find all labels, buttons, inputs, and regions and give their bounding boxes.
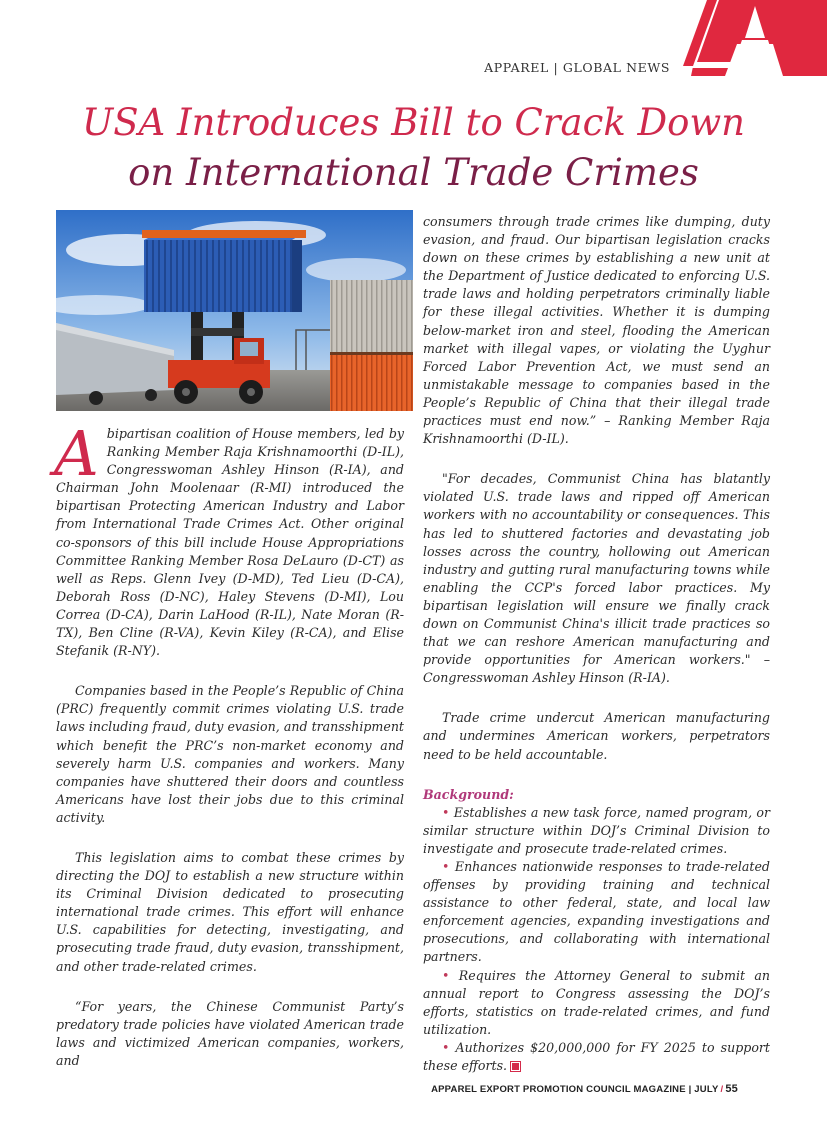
bullet-icon: • [442, 804, 450, 820]
bullet-item [423, 804, 770, 858]
bullet-item [423, 1039, 770, 1075]
bullet-icon: • [442, 859, 450, 874]
intro-text: bipartisan coalition of House members, led by Ranking Member Raja Krishnamoorthi (D-IL), Congresswoman Ashley Hinson (R-IA), and Chairman John Moolenaar (R-MI) introduced the bipartisan Protecting American Industry and Labor from International Trade Crimes Act. Other original co-sponsors of this bill include House Appropriations Committee Ranking Member Rosa DeLauro (D-CT) as well as Reps. Glenn Ivey (D-MD), Ted Lieu (D-CA), Deborah Ross (D-NC), Haley Stevens (D-MI), Lou Correa (D-CA), Darin LaHood (R-IL), Nate Moran (R-TX), Ben Cline (R-VA), Kevin Kiley (R-CA), and Elise Stefanik (R-NY). [56, 426, 404, 659]
drop-cap: A [54, 417, 99, 490]
intro-paragraph [54, 417, 404, 660]
paragraph: “For years, the Chinese Communist Party’s predatory trade policies have violated American trade laws and victimized American companies, workers, and [56, 998, 404, 1068]
bullet-text: Requires the Attorney General to submit an annual report to Congress assessing the DOJ’s efforts, statistics on trade-related crimes, and fund utilization. [423, 967, 770, 1037]
port-container-photo [56, 210, 413, 411]
bullet-text: Authorizes $20,000,000 for FY 2025 to support these efforts. [423, 1039, 770, 1074]
left-column [54, 417, 404, 1070]
title-line-1: USA Introduces Bill to Crack Down [82, 101, 745, 144]
end-square-icon [511, 1062, 520, 1071]
title-line-2: on International Trade Crimes [128, 151, 699, 194]
bullet-icon: • [442, 1039, 450, 1055]
bullet-icon: • [442, 967, 450, 983]
bullet-item [423, 967, 770, 1039]
right-column [423, 213, 770, 1075]
background-heading: Background: [423, 786, 514, 802]
article-title [40, 98, 787, 198]
bullet-text: Establishes a new task force, named program, or similar structure within DOJ’s Criminal Division to investigate and prosecute trade-related crimes. [423, 804, 770, 856]
paragraph: This legislation aims to combat these crimes by directing the DOJ to establish a new structure within its Criminal Division dedicated to prosecuting international trade crimes. This effort will enhance U.S. capabilities for detecting, investigating, and prosecuting trade fraud, duty evasion, transshipment, and other trade-related crimes. [56, 849, 404, 974]
page-footer [431, 1083, 738, 1095]
footer-text: APPAREL EXPORT PROMOTION COUNCIL MAGAZINE | JULY [431, 1084, 719, 1095]
section-label: APPAREL | GLOBAL NEWS [484, 60, 670, 75]
paragraph: consumers through trade crimes like dumping, duty evasion, and fraud. Our bipartisan legislation cracks down on these crimes by establishing a new unit at the Department of Justice dedicated to enforcing U.S. trade laws and holding perpetrators criminally liable for these illegal activities. Whether it is dumping below-market iron and steel, flooding the American market with illegal vapes, or violating the Uyghur Forced Labor Prevention Act, we must send an unmistakable message to companies based in the People’s Republic of China that their illegal trade practices must end now.” – Ranking Member Raja Krishnamoorthi (D-IL). [423, 214, 770, 447]
paragraph: "For decades, Communist China has blatantly violated U.S. trade laws and ripped off American workers with no accountability or consequences. This has led to shuttered factories and devastating job losses across the country, hollowing out American industry and gutting rural manufacturing towns while enabling the CCP's forced labor practices. My bipartisan legislation will ensure we finally crack down on Communist China's illicit trade practices so that we can reshore American manufacturing and provide opportunities for American workers." –Congresswoman Ashley Hinson (R-IA). [423, 471, 770, 686]
paragraph: Trade crime undercut American manufacturing and undermines American workers, perpetrators need to be held accountable. [423, 710, 770, 762]
footer-divider: / [720, 1084, 724, 1095]
page-number: 55 [725, 1083, 738, 1095]
bullet-text: Enhances nationwide responses to trade-related offenses by providing training and technical assistance to other federal, state, and local law enforcement agencies, expanding investigations and prosecutions, and collaborating with international partners. [423, 859, 770, 965]
paragraph: Companies based in the People’s Republic of China (PRC) frequently commit crimes violating U.S. trade laws including fraud, duty evasion, and transshipment which benefit the PRC’s non-market economy and severely harm U.S. companies and workers. Many companies have shuttered their doors and countless Americans have lost their jobs due to this criminal activity. [56, 683, 404, 825]
letter-a-logo [667, 0, 827, 76]
bullet-item [423, 858, 770, 967]
